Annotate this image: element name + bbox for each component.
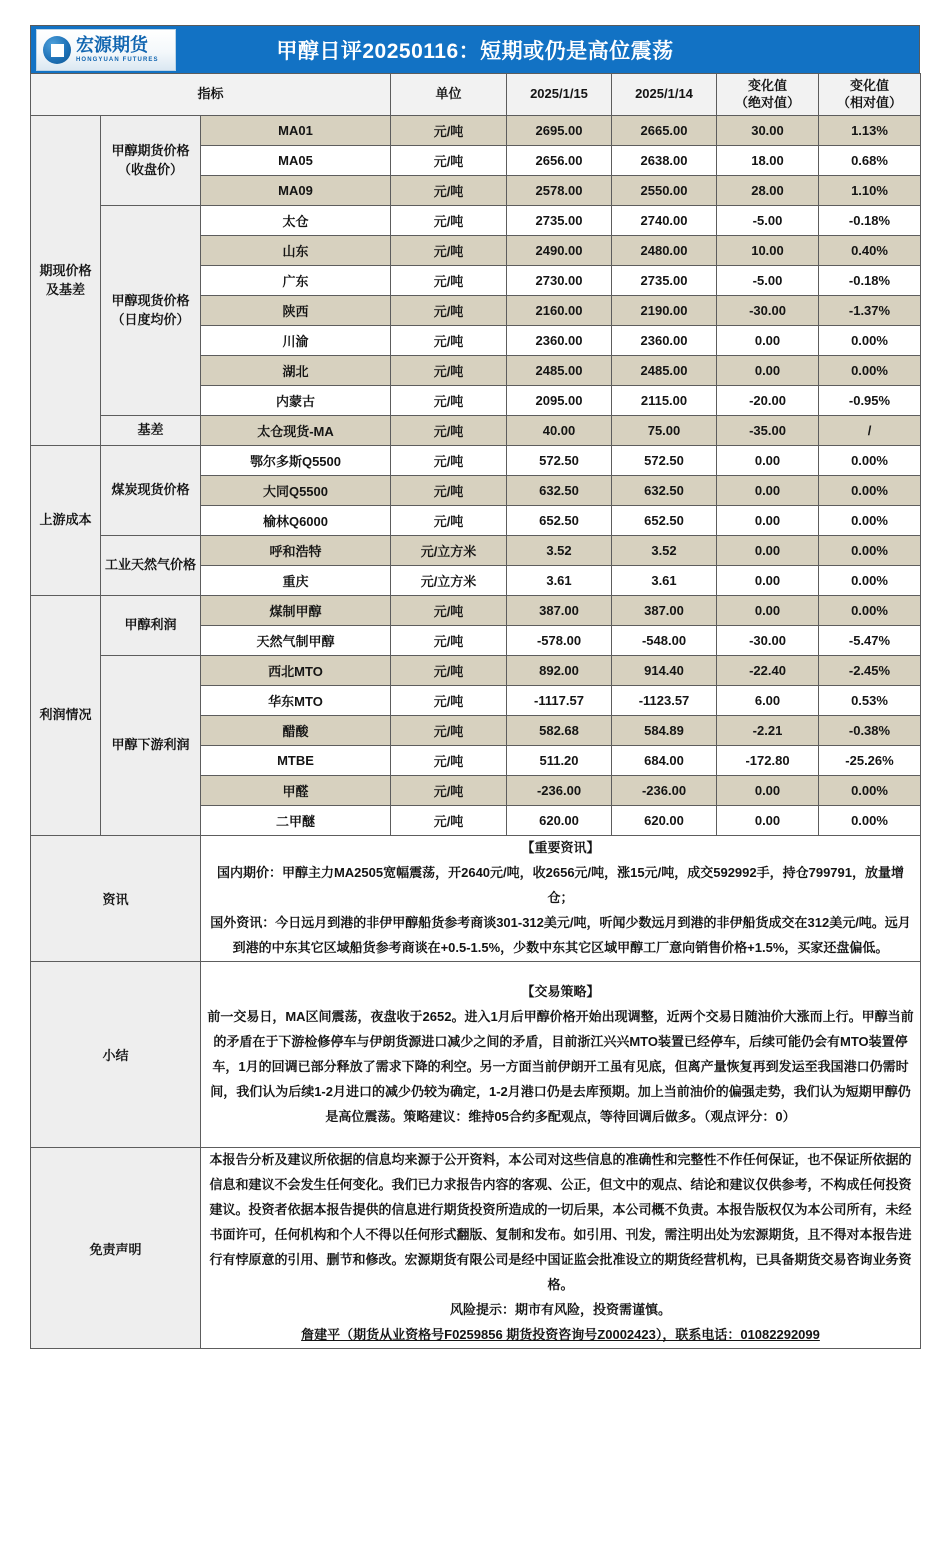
cell-unit: 元/吨 xyxy=(391,806,507,836)
table-row xyxy=(31,596,921,626)
cell-value-date1: -578.00 xyxy=(507,626,612,656)
cell-value-date1: 511.20 xyxy=(507,746,612,776)
cell-value-date2: -236.00 xyxy=(612,776,717,806)
cell-item-name: 重庆 xyxy=(201,566,391,596)
cell-unit: 元/吨 xyxy=(391,296,507,326)
cell-absolute-change: -5.00 xyxy=(717,266,819,296)
cell-absolute-change: 28.00 xyxy=(717,176,819,206)
cell-value-date1: 2578.00 xyxy=(507,176,612,206)
cell-value-date2: 3.52 xyxy=(612,536,717,566)
cell-absolute-change: 0.00 xyxy=(717,596,819,626)
cell-item-name: 大同Q5500 xyxy=(201,476,391,506)
cell-relative-change: 0.53% xyxy=(819,686,921,716)
cell-absolute-change: 6.00 xyxy=(717,686,819,716)
cell-value-date1: 2160.00 xyxy=(507,296,612,326)
cell-value-date2: 684.00 xyxy=(612,746,717,776)
logo-chinese-name: 宏源期货 xyxy=(76,35,148,55)
cell-value-date2: 2550.00 xyxy=(612,176,717,206)
cell-value-date2: 75.00 xyxy=(612,416,717,446)
company-logo xyxy=(36,29,176,71)
cell-unit: 元/吨 xyxy=(391,386,507,416)
cell-item-name: 甲醛 xyxy=(201,776,391,806)
cell-value-date1: 620.00 xyxy=(507,806,612,836)
cell-unit: 元/吨 xyxy=(391,236,507,266)
cell-value-date1: 892.00 xyxy=(507,656,612,686)
cell-value-date2: 2360.00 xyxy=(612,326,717,356)
cell-relative-change: -0.18% xyxy=(819,206,921,236)
cell-value-date1: 2656.00 xyxy=(507,146,612,176)
cell-value-date1: 2695.00 xyxy=(507,116,612,146)
group-label-2: 利润情况 xyxy=(31,596,101,836)
column-header-relative-change xyxy=(819,74,921,116)
summary-section-content xyxy=(201,961,921,1148)
disclaimer-risk-notice: 风险提示：期市有风险，投资需谨慎。 xyxy=(449,1302,671,1318)
cell-value-date1: 2485.00 xyxy=(507,356,612,386)
cell-item-name: 川渝 xyxy=(201,326,391,356)
cell-value-date1: 3.61 xyxy=(507,566,612,596)
subgroup-label-1-1: 工业天然气价格 xyxy=(101,536,201,596)
cell-relative-change: 0.00% xyxy=(819,506,921,536)
cell-item-name: MA01 xyxy=(201,116,391,146)
cell-unit: 元/吨 xyxy=(391,146,507,176)
cell-relative-change: -5.47% xyxy=(819,626,921,656)
cell-value-date1: 582.68 xyxy=(507,716,612,746)
news-section-row xyxy=(31,836,921,962)
disclaimer-section-row xyxy=(31,1148,921,1349)
cell-value-date2: -548.00 xyxy=(612,626,717,656)
subgroup-label-1-0: 煤炭现货价格 xyxy=(101,446,201,536)
table-row xyxy=(31,116,921,146)
summary-bottom-spacer xyxy=(205,1129,916,1147)
table-header xyxy=(31,74,921,116)
cell-item-name: 醋酸 xyxy=(201,716,391,746)
disclaimer-analyst-contact: 詹建平（期货从业资格号F0259856 期货投资咨询号Z0002423），联系电话：01082292099 xyxy=(301,1327,820,1343)
cell-unit: 元/吨 xyxy=(391,776,507,806)
cell-value-date1: 2730.00 xyxy=(507,266,612,296)
cell-value-date1: -1117.57 xyxy=(507,686,612,716)
cell-relative-change: 0.68% xyxy=(819,146,921,176)
cell-unit: 元/吨 xyxy=(391,446,507,476)
cell-value-date1: 2095.00 xyxy=(507,386,612,416)
cell-value-date2: 620.00 xyxy=(612,806,717,836)
abs-change-line2: （绝对值） xyxy=(734,94,800,110)
cell-value-date1: 572.50 xyxy=(507,446,612,476)
cell-value-date2: 652.50 xyxy=(612,506,717,536)
cell-unit: 元/吨 xyxy=(391,206,507,236)
cell-value-date1: 652.50 xyxy=(507,506,612,536)
cell-value-date2: 2665.00 xyxy=(612,116,717,146)
cell-absolute-change: 0.00 xyxy=(717,566,819,596)
cell-value-date2: 914.40 xyxy=(612,656,717,686)
cell-relative-change: 0.00% xyxy=(819,326,921,356)
cell-absolute-change: 30.00 xyxy=(717,116,819,146)
rel-change-line2: （相对值） xyxy=(836,94,902,110)
cell-relative-change: 0.00% xyxy=(819,596,921,626)
cell-relative-change: 0.00% xyxy=(819,446,921,476)
cell-unit: 元/吨 xyxy=(391,326,507,356)
cell-absolute-change: 0.00 xyxy=(717,476,819,506)
cell-item-name: 内蒙古 xyxy=(201,386,391,416)
cell-absolute-change: -20.00 xyxy=(717,386,819,416)
summary-section-row xyxy=(31,961,921,1148)
logo-text xyxy=(76,36,159,63)
cell-item-name: 广东 xyxy=(201,266,391,296)
disclaimer-section-label: 免责声明 xyxy=(31,1148,201,1349)
disclaimer-paragraph-main: 本报告分析及建议所依据的信息均来源于公开资料，本公司对这些信息的准确性和完整性不作任何保证，也不保证所依据的信息和建议不会发生任何变化。我们已力求报告内容的客观、公正，但文中的观点、结论和建议仅供参考，不构成任何投资建议。投资者依据本报告提供的信息进行期货投资所造成的一切后果，本公司概不负责。本报告版权仅为本公司所有，未经书面许可，任何机构和个人不得以任何形式翻版、复制和发布。如引用、刊发，需注明出处为宏源期货，且不得对本报告进行有悖原意的引用、删节和修改。宏源期货有限公司是经中国证监会批准设立的期货经营机构，已具备期货交易咨询业务资格。 xyxy=(209,1152,912,1293)
news-paragraph-domestic: 国内期价：甲醇主力MA2505宽幅震荡，开2640元/吨，收2656元/吨，涨15元/吨，成交592992手，持仓799791，放量增仓； xyxy=(216,864,905,905)
cell-unit: 元/立方米 xyxy=(391,566,507,596)
cell-relative-change: 0.00% xyxy=(819,806,921,836)
cell-value-date1: 40.00 xyxy=(507,416,612,446)
cell-relative-change: 0.40% xyxy=(819,236,921,266)
cell-absolute-change: 0.00 xyxy=(717,446,819,476)
summary-heading: 【交易策略】 xyxy=(521,983,600,999)
cell-relative-change: 0.00% xyxy=(819,776,921,806)
cell-unit: 元/吨 xyxy=(391,356,507,386)
cell-unit: 元/吨 xyxy=(391,626,507,656)
cell-value-date2: 2115.00 xyxy=(612,386,717,416)
cell-item-name: 二甲醚 xyxy=(201,806,391,836)
cell-value-date1: 632.50 xyxy=(507,476,612,506)
cell-absolute-change: 0.00 xyxy=(717,536,819,566)
cell-value-date1: 2490.00 xyxy=(507,236,612,266)
cell-value-date1: 3.52 xyxy=(507,536,612,566)
cell-relative-change: 1.13% xyxy=(819,116,921,146)
methanol-daily-report-table xyxy=(30,73,921,1349)
cell-unit: 元/吨 xyxy=(391,716,507,746)
cell-item-name: 西北MTO xyxy=(201,656,391,686)
table-row xyxy=(31,656,921,686)
cell-value-date2: 387.00 xyxy=(612,596,717,626)
cell-item-name: MA05 xyxy=(201,146,391,176)
cell-value-date2: 572.50 xyxy=(612,446,717,476)
cell-unit: 元/吨 xyxy=(391,476,507,506)
cell-unit: 元/吨 xyxy=(391,746,507,776)
cell-absolute-change: 0.00 xyxy=(717,806,819,836)
group-label-1: 上游成本 xyxy=(31,446,101,596)
cell-absolute-change: 10.00 xyxy=(717,236,819,266)
cell-item-name: 呼和浩特 xyxy=(201,536,391,566)
table-row xyxy=(31,536,921,566)
cell-relative-change: 1.10% xyxy=(819,176,921,206)
news-section-content xyxy=(201,836,921,962)
cell-relative-change: 0.00% xyxy=(819,476,921,506)
cell-value-date1: 2360.00 xyxy=(507,326,612,356)
cell-value-date2: 2190.00 xyxy=(612,296,717,326)
cell-absolute-change: -172.80 xyxy=(717,746,819,776)
cell-item-name: MA09 xyxy=(201,176,391,206)
page-title: 甲醇日评20250116：短期或仍是高位震荡 xyxy=(276,39,674,63)
cell-item-name: MTBE xyxy=(201,746,391,776)
logo-circle-icon xyxy=(43,36,71,64)
subgroup-label-2-1: 甲醇下游利润 xyxy=(101,656,201,836)
cell-value-date2: -1123.57 xyxy=(612,686,717,716)
cell-relative-change: / xyxy=(819,416,921,446)
column-header-indicator: 指标 xyxy=(31,74,391,116)
cell-item-name: 煤制甲醇 xyxy=(201,596,391,626)
disclaimer-section-content xyxy=(201,1148,921,1349)
cell-relative-change: 0.00% xyxy=(819,536,921,566)
cell-value-date2: 632.50 xyxy=(612,476,717,506)
cell-item-name: 榆林Q6000 xyxy=(201,506,391,536)
cell-unit: 元/吨 xyxy=(391,416,507,446)
cell-absolute-change: -22.40 xyxy=(717,656,819,686)
cell-absolute-change: -35.00 xyxy=(717,416,819,446)
cell-absolute-change: 0.00 xyxy=(717,326,819,356)
cell-value-date1: -236.00 xyxy=(507,776,612,806)
cell-unit: 元/吨 xyxy=(391,266,507,296)
cell-absolute-change: 0.00 xyxy=(717,356,819,386)
cell-value-date2: 3.61 xyxy=(612,566,717,596)
cell-relative-change: -25.26% xyxy=(819,746,921,776)
cell-absolute-change: -2.21 xyxy=(717,716,819,746)
cell-item-name: 太仓 xyxy=(201,206,391,236)
summary-paragraph: 前一交易日，MA区间震荡，夜盘收于2652。进入1月后甲醇价格开始出现调整，近两个交易日随油价大涨而上行。甲醇当前的矛盾在于下游检修停车与伊朗货源进口减少之间的矛盾，目前浙江兴兴MTO装置已经停车，后续可能仍会有MTO装置停车，1月的回调已部分释放了需求下降的利空。另一方面当前伊朗开工虽有见底，但离产量恢复再到发运至我国港口仍需时间，我们认为后续1-2月进口的减少仍较为确定，1-2月港口仍是去库预期。加上当前油价的偏强走势，我们认为短期甲醇仍是高位震荡。策略建议：维持05合约多配观点，等待回调后做多。（观点评分：0） xyxy=(207,1008,914,1124)
column-header-date2: 2025/1/14 xyxy=(612,74,717,116)
summary-section-label: 小结 xyxy=(31,961,201,1148)
cell-unit: 元/吨 xyxy=(391,176,507,206)
cell-absolute-change: -5.00 xyxy=(717,206,819,236)
cell-relative-change: -0.38% xyxy=(819,716,921,746)
cell-absolute-change: -30.00 xyxy=(717,296,819,326)
cell-value-date2: 2638.00 xyxy=(612,146,717,176)
cell-unit: 元/吨 xyxy=(391,686,507,716)
cell-unit: 元/立方米 xyxy=(391,536,507,566)
cell-value-date1: 2735.00 xyxy=(507,206,612,236)
report-header-banner xyxy=(30,25,920,73)
cell-relative-change: -0.18% xyxy=(819,266,921,296)
cell-relative-change: -2.45% xyxy=(819,656,921,686)
abs-change-line1: 变化值 xyxy=(747,78,787,94)
column-header-absolute-change xyxy=(717,74,819,116)
cell-value-date2: 2480.00 xyxy=(612,236,717,266)
cell-item-name: 华东MTO xyxy=(201,686,391,716)
cell-value-date2: 2740.00 xyxy=(612,206,717,236)
cell-value-date2: 584.89 xyxy=(612,716,717,746)
cell-item-name: 陕西 xyxy=(201,296,391,326)
cell-absolute-change: -30.00 xyxy=(717,626,819,656)
cell-relative-change: 0.00% xyxy=(819,566,921,596)
news-paragraph-overseas: 国外资讯：今日远月到港的非伊甲醇船货参考商谈301-312美元/吨，听闻少数远月到港的非伊船货成交在312美元/吨。远月到港的中东其它区域船货参考商谈在+0.5-1.5%，少数中东其它区域甲醇工厂意向销售价格+1.5%，买家还盘偏低。 xyxy=(210,914,911,955)
cell-relative-change: 0.00% xyxy=(819,356,921,386)
subgroup-label-0-2: 基差 xyxy=(101,416,201,446)
subgroup-label-0-0: 甲醇期货价格 （收盘价） xyxy=(101,116,201,206)
news-section-label: 资讯 xyxy=(31,836,201,962)
table-body xyxy=(31,116,921,836)
cell-unit: 元/吨 xyxy=(391,116,507,146)
cell-absolute-change: 18.00 xyxy=(717,146,819,176)
cell-item-name: 山东 xyxy=(201,236,391,266)
logo-english-name: HONGYUAN FUTURES xyxy=(76,57,159,63)
cell-item-name: 太仓现货-MA xyxy=(201,416,391,446)
table-row xyxy=(31,416,921,446)
cell-value-date2: 2735.00 xyxy=(612,266,717,296)
cell-value-date2: 2485.00 xyxy=(612,356,717,386)
cell-absolute-change: 0.00 xyxy=(717,776,819,806)
cell-unit: 元/吨 xyxy=(391,656,507,686)
cell-item-name: 天然气制甲醇 xyxy=(201,626,391,656)
news-heading: 【重要资讯】 xyxy=(521,840,600,855)
subgroup-label-0-1: 甲醇现货价格 （日度均价） xyxy=(101,206,201,416)
cell-absolute-change: 0.00 xyxy=(717,506,819,536)
subgroup-label-2-0: 甲醇利润 xyxy=(101,596,201,656)
cell-unit: 元/吨 xyxy=(391,506,507,536)
column-header-unit: 单位 xyxy=(391,74,507,116)
cell-relative-change: -1.37% xyxy=(819,296,921,326)
cell-value-date1: 387.00 xyxy=(507,596,612,626)
summary-top-spacer xyxy=(205,962,916,980)
table-text-sections xyxy=(31,836,921,1349)
column-header-date1: 2025/1/15 xyxy=(507,74,612,116)
cell-item-name: 鄂尔多斯Q5500 xyxy=(201,446,391,476)
cell-item-name: 湖北 xyxy=(201,356,391,386)
cell-unit: 元/吨 xyxy=(391,596,507,626)
table-row xyxy=(31,206,921,236)
group-label-0: 期现价格 及基差 xyxy=(31,116,101,446)
table-row xyxy=(31,446,921,476)
cell-relative-change: -0.95% xyxy=(819,386,921,416)
rel-change-line1: 变化值 xyxy=(849,78,889,94)
